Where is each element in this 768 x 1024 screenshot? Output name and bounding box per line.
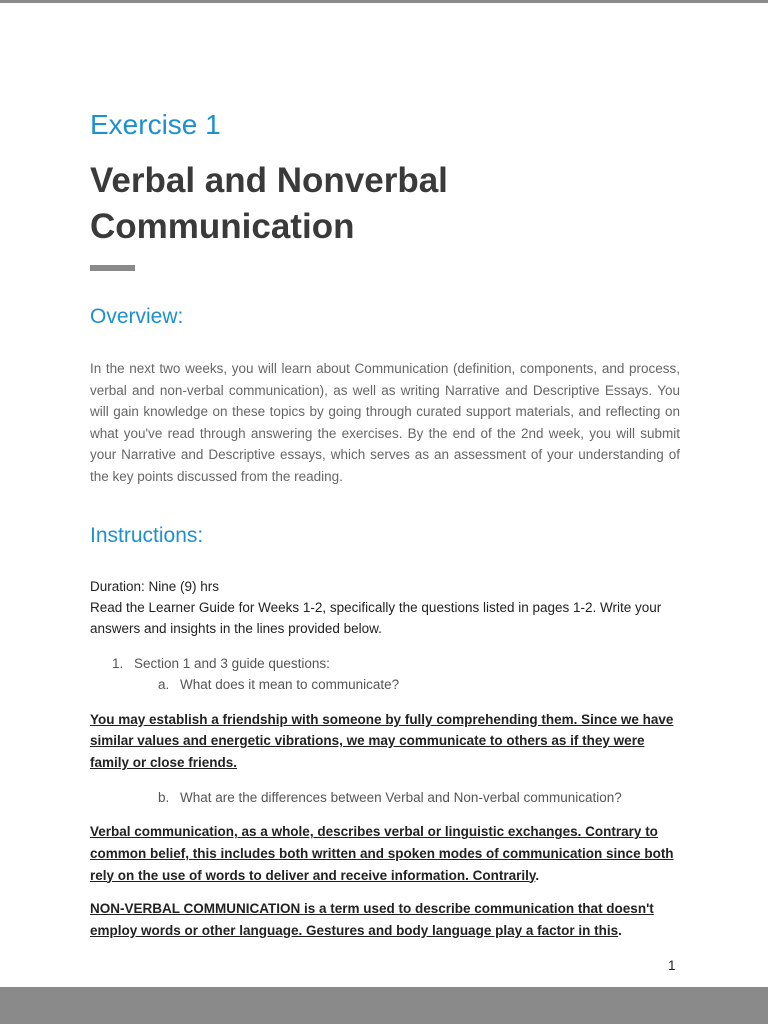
sub-question-a: [90, 674, 680, 695]
instructions-text: Read the Learner Guide for Weeks 1-2, specifically the questions listed in pages 1-2. Write your answers and insights in the lines provided below.: [90, 599, 662, 636]
bottom-bar: [0, 987, 768, 1024]
title-divider: [90, 265, 135, 271]
answer-a-text: You may establish a friendship with someone by fully comprehending them. Since we have similar values and energetic vibrations, we may communicate to others as if they were family or close friends.: [90, 711, 674, 770]
answer-b-verbal: [90, 821, 680, 886]
list-item: [90, 653, 680, 674]
sub-question-text: What does it mean to communicate?: [180, 676, 400, 692]
answer-a: [90, 709, 680, 774]
answer-b-nonverbal-tail: .: [618, 922, 622, 938]
overview-heading: Overview:: [90, 305, 184, 328]
sub-question-letter: b.: [158, 790, 170, 806]
title-line-1: Verbal and Nonverbal: [90, 161, 448, 200]
page-title: [90, 158, 680, 250]
page-content: [90, 107, 680, 941]
list-number: 1.: [112, 655, 124, 671]
exercise-label: Exercise 1: [90, 109, 221, 140]
duration-text: Duration: Nine (9) hrs: [90, 578, 220, 594]
document-page: [0, 3, 768, 987]
overview-paragraph: In the next two weeks, you will learn about Communication (definition, components, and process, verbal and non-verbal communication), as well as writing Narrative and Descriptive Essays. You will gain knowledge on these topics by going through curated support materials, and reflecting on what you've read through answering the exercises. By the end of the 2nd week, you will submit your Narrative and Descriptive essays, which serves as an assessment of your understanding of the key points discussed from the reading.: [90, 361, 680, 484]
sub-question-letter: a.: [158, 676, 170, 692]
answer-b-verbal-tail: .: [535, 867, 540, 883]
answer-b-nonverbal: [90, 898, 680, 941]
instructions-heading: Instructions:: [90, 523, 204, 547]
list-item-text: Section 1 and 3 guide questions:: [134, 655, 330, 671]
page-number: 1: [668, 958, 676, 973]
answer-b-verbal-text: Verbal communication, as a whole, describes verbal or linguistic exchanges. Contrary to common belief, this includes both written and spoken modes of communication since both rely on the use of words to deliver and receive information. Contrarily: [90, 824, 674, 883]
title-line-2: Communication: [90, 207, 355, 246]
sub-question-b: [90, 787, 680, 808]
answer-b-nonverbal-text: NON-VERBAL COMMUNICATION is a term used to describe communication that doesn't employ words or other language. Gestures and body language play a factor in this: [90, 901, 654, 938]
sub-question-text: What are the differences between Verbal and Non-verbal communication?: [180, 790, 622, 806]
